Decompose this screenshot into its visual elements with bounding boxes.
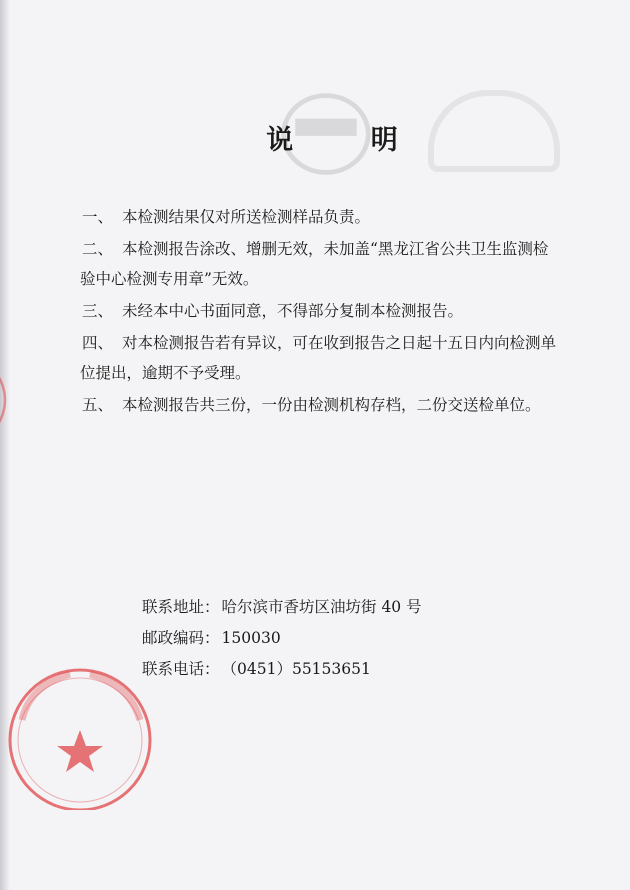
contact-phone-row (142, 654, 422, 685)
item-text (80, 328, 602, 388)
list-item (82, 234, 602, 294)
item-number: 二、 (82, 240, 114, 258)
address-value: 哈尔滨市香坊区油坊街 40 号 (221, 598, 422, 616)
item-line: 对本检测报告若有异议，可在收到报告之日起十五日内向检测单 (122, 334, 557, 352)
list-item (82, 390, 602, 420)
item-text (122, 202, 602, 232)
address-label: 联系地址： (142, 598, 220, 616)
item-continuation: 位提出，逾期不予受理。 (80, 364, 251, 382)
list-item (82, 202, 602, 232)
item-text (122, 296, 602, 326)
postcode-label: 邮政编码： (142, 629, 220, 647)
list-item (82, 296, 602, 326)
item-line: 未经本中心书面同意，不得部分复制本检测报告。 (122, 302, 464, 320)
item-line: 本检测报告共三份，一份由检测机构存档，二份交送检单位。 (122, 396, 541, 414)
phone-value: （0451）55153651 (221, 660, 371, 678)
item-number: 五、 (82, 396, 114, 414)
postcode-value: 150030 (221, 629, 281, 647)
notes-list (82, 202, 602, 422)
item-line: 本检测结果仅对所送检测样品负责。 (122, 208, 371, 226)
contact-info (142, 592, 422, 685)
page-title: 说 明 (266, 125, 432, 156)
item-number: 四、 (82, 334, 114, 352)
item-number: 一、 (82, 208, 114, 226)
item-line: 本检测报告涂改、增删无效，未加盖“黑龙江省公共卫生监测检 (122, 240, 549, 258)
phone-label: 联系电话： (142, 660, 220, 678)
contact-address-row (142, 592, 422, 623)
contact-postcode-row (142, 623, 422, 654)
list-item (82, 328, 602, 388)
item-text (122, 390, 602, 420)
item-number: 三、 (82, 302, 114, 320)
item-continuation: 验中心检测专用章”无效。 (80, 270, 259, 288)
red-seal-edge-icon (0, 350, 20, 450)
item-text (80, 234, 602, 294)
